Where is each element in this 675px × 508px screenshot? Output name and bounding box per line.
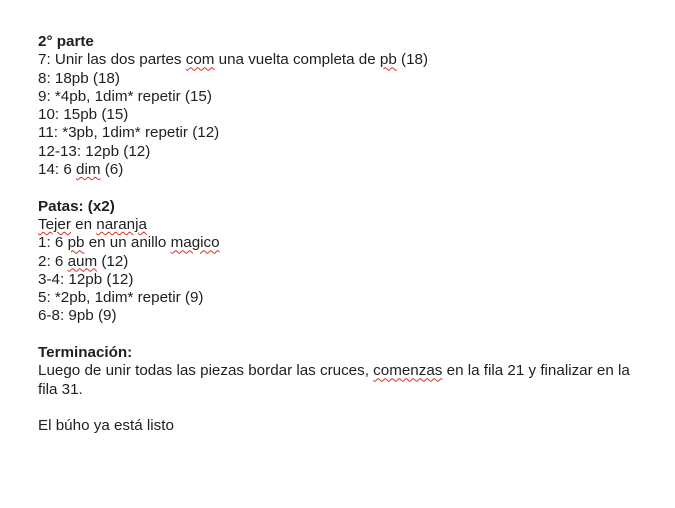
spellcheck-word[interactable]: dim	[76, 161, 101, 179]
spellcheck-word[interactable]: com	[185, 51, 215, 69]
blank-line	[38, 326, 638, 344]
section-heading-terminacion: Terminación:	[38, 344, 133, 362]
round-7: 7: Unir las dos partes com una vuelta completa de pb (18)	[38, 51, 429, 69]
section-heading-2-parte: 2° parte	[38, 33, 94, 50]
spellcheck-word[interactable]: aum	[67, 252, 98, 270]
patas-round-2: 2: 6 aum (12)	[38, 252, 129, 270]
terminacion-body: Luego de unir todas las piezas bordar las cruces, comenzas en la fila 21 y finalizar en la fila 31.	[38, 362, 630, 398]
blank-line	[38, 399, 638, 417]
patas-round-3-4: 3-4: 12pb (12)	[38, 270, 134, 288]
spellcheck-word[interactable]: pb	[379, 51, 397, 69]
blank-line	[38, 179, 638, 197]
patas-intro: Tejer en naranja	[38, 215, 147, 233]
spellcheck-word[interactable]: naranja	[96, 215, 147, 233]
document-page	[38, 33, 638, 436]
section-heading-patas: Patas: (x2)	[38, 197, 115, 215]
round-12-13: 12-13: 12pb (12)	[38, 142, 151, 160]
spellcheck-word[interactable]: magico	[170, 234, 220, 252]
spellcheck-word[interactable]: Tejer	[38, 215, 71, 233]
patas-round-5: 5: *2pb, 1dim* repetir (9)	[38, 289, 204, 307]
round-8: 8: 18pb (18)	[38, 69, 120, 87]
round-10: 10: 15pb (15)	[38, 106, 129, 124]
spellcheck-word[interactable]: comenzas	[373, 362, 443, 380]
round-11: 11: *3pb, 1dim* repetir (12)	[38, 124, 220, 142]
round-14: 14: 6 dim (6)	[38, 161, 124, 179]
patas-round-6-8: 6-8: 9pb (9)	[38, 307, 117, 325]
patas-round-1: 1: 6 pb en un anillo magico	[38, 234, 220, 252]
closing-line: El búho ya está listo	[38, 417, 174, 435]
spellcheck-word[interactable]: pb	[67, 234, 85, 252]
round-9: 9: *4pb, 1dim* repetir (15)	[38, 87, 212, 105]
